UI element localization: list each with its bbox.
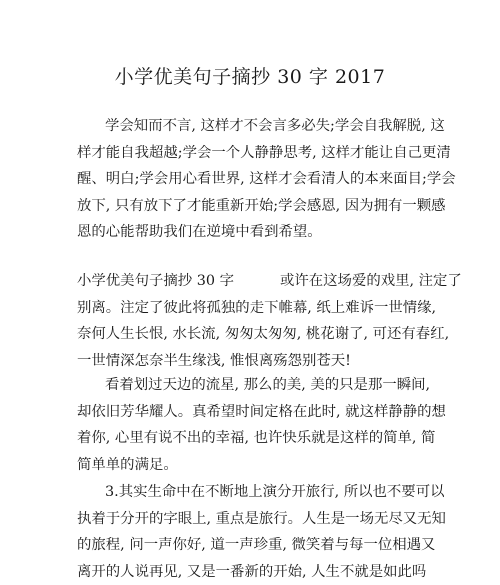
text-line: 放下, 只有放下了才能重新开始;学会感恩, 因为拥有一颗感 <box>77 197 446 214</box>
text-line: 着你, 心里有说不出的幸福, 也许快乐就是这样的简单, 简 <box>77 430 436 447</box>
text-line <box>77 268 462 295</box>
paragraph-4 <box>77 479 446 585</box>
text-line: 简单单的满足。 <box>77 456 178 473</box>
paragraph-2 <box>77 268 462 374</box>
paragraph-1 <box>77 113 456 246</box>
text-line: 3.其实生命中在不断地上演分开旅行, 所以也不要可以 <box>105 484 445 500</box>
text-line: 一世情深怎奈半生缘浅, 惟恨离殇怨别苍天! <box>77 352 351 369</box>
text-line: 奈何人生长恨, 水长流, 匆匆太匆匆, 桃花谢了, 可还有春红, <box>77 326 450 343</box>
document-title: 小学优美句子摘抄 30 字 2017 <box>114 66 386 88</box>
text-line: 的旅程, 问一声你好, 道一声珍重, 微笑着与每一位相遇又 <box>77 537 436 554</box>
section-heading: 小学优美句子摘抄 30 字 <box>77 273 234 289</box>
text-line: 别离。注定了彼此将孤独的走下帷幕, 纸上难诉一世情缘, <box>77 299 437 316</box>
text-line: 醒、明白;学会用心看世界, 这样才会看清人的本来面目;学会 <box>77 171 456 188</box>
text-line: 恩的心能帮助我们在逆境中看到希望。 <box>77 224 322 241</box>
text-line: 看着划过天边的流星, 那么的美, 美的只是那一瞬间, <box>105 377 431 393</box>
text-line: 学会知而不言, 这样才不会言多必失;学会自我解脱, 这 <box>105 118 445 134</box>
text-line: 执着于分开的字眼上, 重点是旅行。人生是一场无尽又无知 <box>77 510 446 527</box>
text-fragment: 或许在这场爱的戏里, 注定了 <box>279 273 462 289</box>
text-line: 离开的人说再见, 又是一番新的开始, 人生不就是如此吗 <box>77 563 427 580</box>
text-line: 样才能自我超越;学会一个人静静思考, 这样才能让自己更清 <box>77 144 451 161</box>
paragraph-3 <box>77 372 446 478</box>
text-line: 却依旧芳华耀人。真希望时间定格在此时, 就这样静静的想 <box>77 403 446 420</box>
